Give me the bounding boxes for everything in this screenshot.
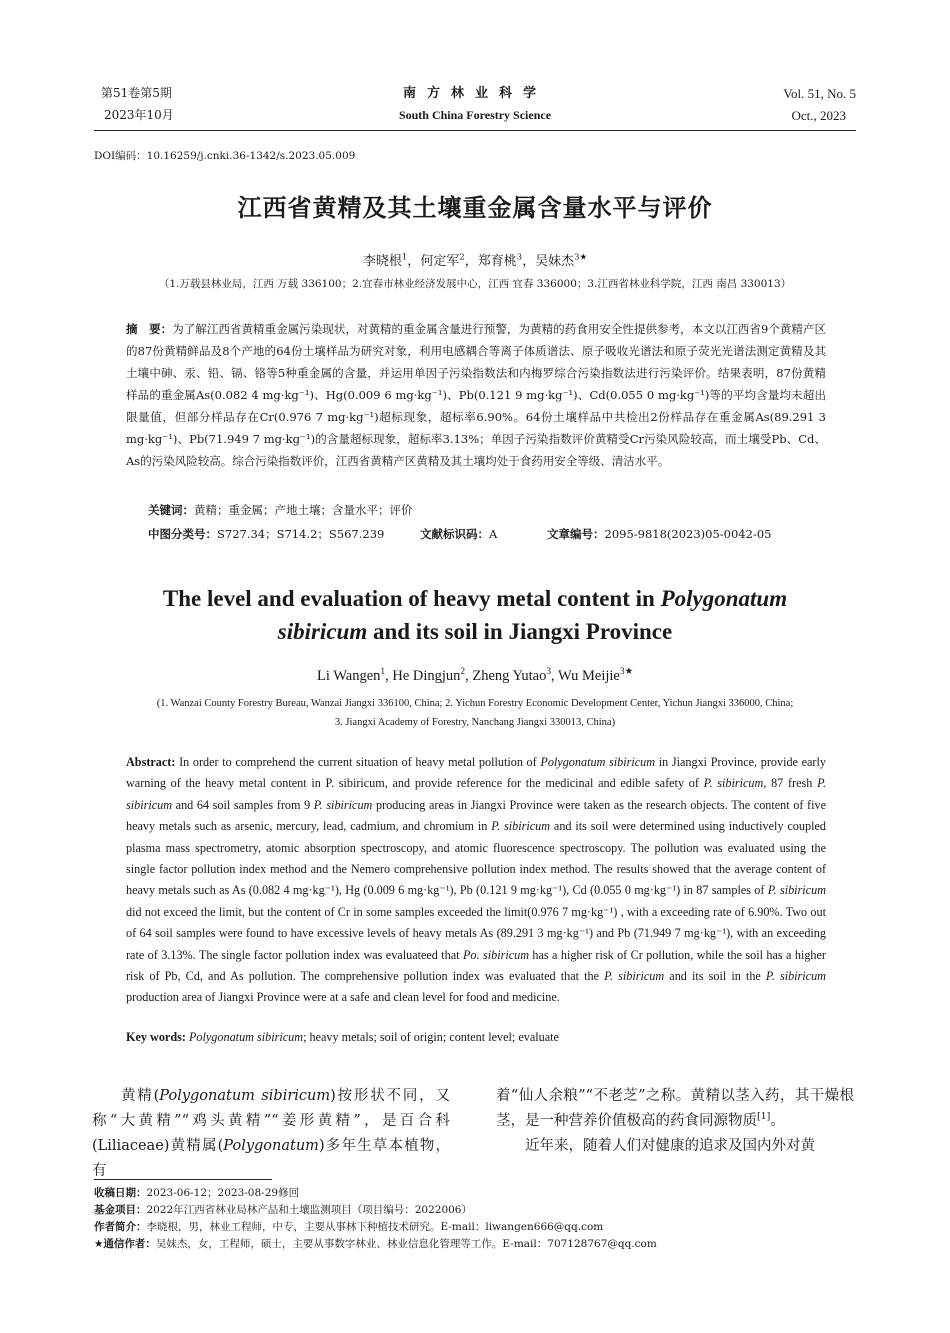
footnote-rule — [94, 1179, 272, 1180]
author-sup: 3 — [546, 667, 552, 678]
species-name: Polygonatum sibiricum — [188, 1030, 304, 1044]
footnote-label: 基金项目： — [94, 1204, 147, 1216]
species-name: P. sibiricum — [126, 776, 826, 812]
author-cn: 李晓根 — [362, 254, 402, 269]
abstract-text: has a higher risk of Cr pollution, while the soil has a higher risk of Pb, Cd, and As pollution. The comprehensive pollution index was evaluated that the — [126, 947, 826, 984]
date-cn: 2023年10月 — [104, 108, 174, 122]
author-sup: 1 — [401, 251, 408, 262]
keywords-en — [126, 1030, 559, 1045]
footnote-author — [94, 1219, 874, 1236]
footnote-text: 李晓根，男，林业工程师，中专，主要从事林下种植技术研究。E-mail：liwangen666@qq.com — [146, 1221, 604, 1233]
clc-number — [148, 526, 384, 542]
author-sup: 3 — [516, 251, 523, 262]
species-name: P. sibiricum — [765, 969, 826, 984]
footnote-text: 吴妹杰，女，工程师，硕士，主要从事数字林业、林业信息化管理等工作。E-mail：707128767@qq.com — [155, 1238, 657, 1250]
footnote-label: 收稿日期： — [94, 1187, 147, 1199]
abstract-text: and its soil in the — [664, 969, 766, 984]
species-name: Po. sibiricum — [462, 947, 530, 962]
authors-en: Li Wangen$^1$, He Dingjun$^2$, Zheng Yutao$^3$, Wu Meijie$^{3★}$ — [316, 667, 634, 684]
title-en-italic: Polygonatum — [660, 586, 788, 611]
abstract-text: and its soil were determined using inductively coupled plasma mass spectrometry, atomic absorption spectroscopy, and atomic fluorescence spectroscopy. The pollution was evaluated using the single factor pollution index method and the Nemero comprehensive pollution index method. The results showed that the average content of heavy metals such as As (0.082 4 mg·kg⁻¹), Hg (0.009 6 mg·kg⁻¹), Pb (0.121 9 mg·kg⁻¹), Cd (0.055 0 mg·kg⁻¹) in 87 samples of — [126, 819, 826, 898]
affiliations-en — [0, 694, 950, 732]
footnote-received — [94, 1185, 874, 1202]
journal-name-cn: 南方林业科学 — [402, 86, 547, 101]
abstract-text: producing areas in Jiangxi Province were taken as the research objects. The content of five heavy metals such as arsenic, mercury, lead, cadmium, and chromium in — [126, 797, 826, 834]
keywords-cn-label: 关键词： — [148, 503, 194, 517]
footnote-label: 作者简介： — [94, 1221, 147, 1233]
article-no-text: 2095-9818(2023)05-0042-05 — [604, 527, 772, 541]
abstract-text: and 64 soil samples from 9 — [172, 797, 314, 812]
affiliations-en-line: 3. Jiangxi Academy of Forestry, Nanchang Jiangxi 330013, China) — [334, 717, 616, 728]
article-number — [547, 526, 771, 542]
abstract-text: production area of Jiangxi Province were at a safe and clean level for food and medicine. — [126, 990, 560, 1005]
abstract-cn — [126, 318, 826, 472]
body-text: 。 — [770, 1113, 785, 1129]
body-text: )多年生草本植物，有 — [92, 1138, 450, 1179]
keywords-en-label: Key words: — [126, 1030, 186, 1044]
doi: DOI编码：10.16259/j.cnki.36-1342/s.2023.05.009 — [94, 150, 356, 162]
species-name: Polygonatum — [223, 1138, 319, 1154]
abstract-text: In order to comprehend the current situation of heavy metal pollution of — [175, 755, 541, 769]
author-sup: 1 — [380, 667, 386, 678]
keywords-cn — [148, 502, 413, 518]
author-cn: 何定军 — [420, 254, 460, 269]
species-name: P. sibiricum — [604, 969, 665, 984]
abstract-cn-label: 摘 要： — [126, 322, 173, 336]
author-en: Li Wangen — [316, 668, 381, 684]
author-sup: 3★ — [574, 251, 588, 262]
author-cn: 吴妹杰 — [535, 254, 575, 269]
clc-label: 中图分类号： — [148, 527, 217, 541]
document-code — [420, 526, 497, 542]
author-sup: 2 — [459, 251, 465, 262]
reference-marker[interactable]: [1] — [757, 1111, 771, 1123]
species-name: P. sibiricum — [703, 776, 764, 791]
doc-code-text: A — [489, 527, 498, 541]
date-en: Oct., 2023 — [791, 108, 846, 123]
author-en: Wu Meijie — [558, 668, 620, 684]
abstract-text: in Jiangxi Province, provide early warning of the heavy metal content in P. sibiricum, and provide reference for the medicinal and edible safety of — [126, 755, 826, 791]
species-name: P. sibiricum — [767, 883, 826, 898]
footnote-text: 2023-06-12；2023-08-29修回 — [146, 1187, 300, 1199]
abstract-en-label: Abstract: — [126, 755, 176, 769]
footnote-text: 2022年江西省林业局林产品和土壤监测项目（项目编号：2022006） — [146, 1204, 472, 1216]
abstract-text: , 87 fresh — [763, 776, 818, 791]
body-text: 着“仙人余粮”“不老芝”之称。黄精以茎入药，其干燥根茎，是一种营养价值极高的药食同源物质 — [496, 1088, 854, 1129]
title-cn: 江西省黄精及其土壤重金属含量水平与评价 — [237, 194, 713, 222]
author-cn: 郑育桃 — [477, 254, 517, 269]
title-en-italic: sibiricum — [277, 619, 368, 644]
article-no-label: 文章编号： — [547, 527, 605, 541]
affiliations-en-line: (1. Wanzai County Forestry Bureau, Wanzai Jiangxi 336100, China; 2. Yichun Forestry Economic Development Center, Yichun Jiangxi 336000, China; — [156, 698, 794, 709]
body-right-column — [496, 1084, 854, 1159]
species-name: P. sibiricum — [313, 797, 373, 812]
title-en-text: The level and evaluation of heavy metal content in — [162, 586, 661, 611]
title-en — [0, 582, 950, 648]
author-en: Zheng Yutao — [472, 668, 547, 684]
keywords-cn-text: 黄精；重金属；产地土壤；含量水平；评价 — [194, 503, 413, 517]
keywords-en-text: ; heavy metals; soil of origin; content level; evaluate — [303, 1030, 559, 1044]
body-text: 黄精( — [121, 1088, 160, 1104]
author-en: He Dingjun — [392, 668, 461, 684]
footnote-label: ★通信作者： — [94, 1238, 156, 1250]
species-name: Polygonatum sibiricum — [540, 755, 656, 769]
body-left-column — [92, 1084, 450, 1184]
species-name: Polygonatum sibiricum — [159, 1088, 331, 1104]
abstract-en — [126, 752, 826, 1009]
volume-issue-en: Vol. 51, No. 5 — [783, 86, 856, 101]
body-text: )按形状不同，又称“大黄精”“鸡头黄精”“姜形黄精”，是百合科(Liliaceae)黄精属( — [92, 1088, 450, 1154]
authors-cn: 李晓根$^1$，何定军$^2$，郑育桃$^3$，吴妹杰$^{3★}$ — [362, 251, 588, 269]
journal-name-en: South China Forestry Science — [398, 108, 552, 122]
footnote-corresponding — [94, 1236, 874, 1253]
title-en-text: and its soil in Jiangxi Province — [367, 619, 673, 644]
doc-code-label: 文献标识码： — [420, 527, 489, 541]
body-text: 近年来，随着人们对健康的追求及国内外对黄 — [525, 1138, 815, 1154]
clc-text: S727.34；S714.2；S567.239 — [217, 527, 385, 541]
abstract-cn-text: 为了解江西省黄精重金属污染现状，对黄精的重金属含量进行预警，为黄精的药食用安全性提供参考，本文以江西省9个黄精产区的87份黄精鲜品及8个产地的64份土壤样品为研究对象，利用电感耦合等离子体质谱法、原子吸收光谱法和原子荧光光谱法测定黄精及其土壤中砷、汞、铅、镉、铬等5种重金属的含量，并运用单因子污染指数法和内梅罗综合污染指数法进行污染评价。结果表明，87份黄精样品的重金属As(0.082 4 mg·kg⁻¹)、Hg(0.009 6 mg·kg⁻¹)、Pb(0.121 9 mg·kg⁻¹)、Cd(0.055 0 mg·kg⁻¹)等的平均含量均未超出限量值，但部分样品存在Cr(0.976 7 mg·kg⁻¹)超标现象，超标率6.90%。64份土壤样品中共检出2份样品存在重金属As(89.291 3 mg·kg⁻¹)、Pb(71.949 7 mg·kg⁻¹)的含量超标现象，超标率3.13%；单因子污染指数评价黄精受Cr污染风险较高，而土壤受Pb、Cd、As的污染风险较高。综合污染指数评价，江西省黄精产区黄精及其土壤均处于食药用安全等级、清洁水平。 — [126, 322, 827, 468]
affiliations-cn: （1.万载县林业局，江西 万载 336100；2.宜春市林业经济发展中心，江西 宜春 336000；3.江西省林业科学院，江西 南昌 330013） — [158, 278, 792, 290]
volume-issue-cn: 第51卷第5期 — [101, 86, 172, 100]
species-name: P. sibiricum — [491, 819, 551, 834]
abstract-text: did not exceed the limit, but the content of Cr in some samples exceeded the limit(0.976 7 mg·kg⁻¹) , with a exceeding rate of 6.90%. Two out of 64 soil samples were found to have excessive levels of heavy metals As (89.291 3 mg·kg⁻¹) and Pb (71.949 7 mg·kg⁻¹), with an exceeding rate of 3.13%. The single factor pollution index was evaluateed that — [126, 904, 826, 962]
header-rule — [94, 130, 856, 131]
author-sup: 3★ — [619, 667, 634, 678]
author-sup: 2 — [460, 667, 466, 678]
footnote-fund — [94, 1202, 874, 1219]
